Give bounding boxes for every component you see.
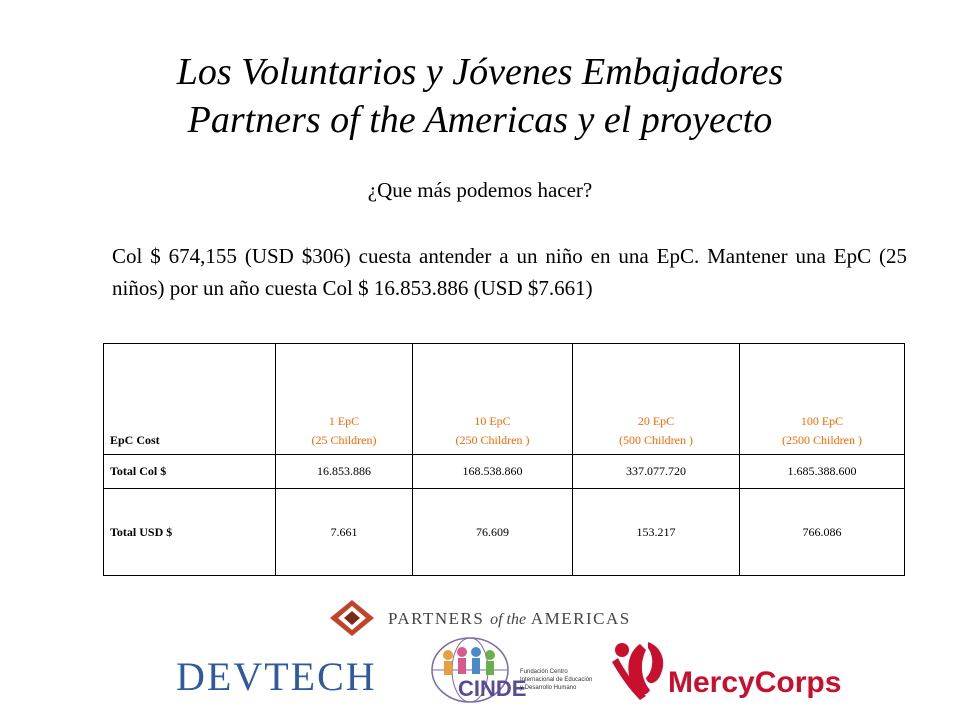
table-cell: 337.077.720: [573, 455, 740, 489]
partners-word: AMERICAS: [530, 609, 631, 628]
cinde-tagline-3: y Desarrollo Humano: [520, 685, 577, 691]
svg-text:PARTNERS of the AM: [388, 609, 631, 628]
row-label: Total USD $: [104, 489, 276, 576]
table-cell: 7.661: [276, 489, 413, 576]
column-header-children: (500 Children ): [619, 433, 693, 447]
row-label: Total Col $: [104, 455, 276, 489]
corner-label: EpC Cost: [104, 344, 276, 455]
title-line-2: Partners of the Americas y el proyecto: [187, 99, 773, 141]
table-cell: 16.853.886: [276, 455, 413, 489]
partners-diamond-icon: [330, 600, 374, 636]
slide-subtitle: ¿Que más podemos hacer?: [367, 178, 593, 202]
cinde-tagline-1: Fundación Centro: [520, 669, 568, 675]
table-cell: 76.609: [413, 489, 573, 576]
partners-word-italic: of the: [490, 611, 527, 628]
column-header-name: 10 EpC: [474, 414, 511, 428]
column-header-children: (250 Children ): [455, 433, 530, 447]
column-header-name: 100 EpC: [800, 414, 844, 428]
column-header-children: (2500 Children ): [782, 433, 862, 447]
partners-logo: [330, 600, 631, 636]
cost-paragraph: Col $ 674,155 (USD $306) cuesta antender a un niño en una EpC. Mantener una EpC (25 niños) por un año cuesta Col $ 16.853.886 (USD $7.661): [112, 244, 907, 300]
mercycorps-figure-icon: [612, 642, 663, 700]
table-cell: 766.086: [740, 489, 905, 576]
mercycorps-logo: [612, 642, 841, 700]
table-cell: 168.538.860: [413, 455, 573, 489]
mercycorps-wordmark: MercyCorps: [668, 666, 842, 699]
column-header-name: 1 EpC: [328, 414, 360, 428]
table-cell: 1.685.388.600: [740, 455, 905, 489]
devtech-logo: [176, 654, 377, 699]
partners-word: PARTNERS: [388, 609, 485, 628]
column-header-name: 20 EpC: [637, 414, 675, 428]
devtech-wordmark: DEVTECH: [176, 654, 377, 699]
table-cell: 153.217: [573, 489, 740, 576]
column-header-children: (25 Children): [311, 433, 377, 447]
title-line-1: Los Voluntarios y Jóvenes Embajadores: [176, 51, 784, 93]
cinde-tagline-2: Internacional de Educación: [520, 677, 593, 683]
cinde-wordmark: CINDE: [458, 676, 527, 701]
cinde-logo: [432, 638, 592, 702]
